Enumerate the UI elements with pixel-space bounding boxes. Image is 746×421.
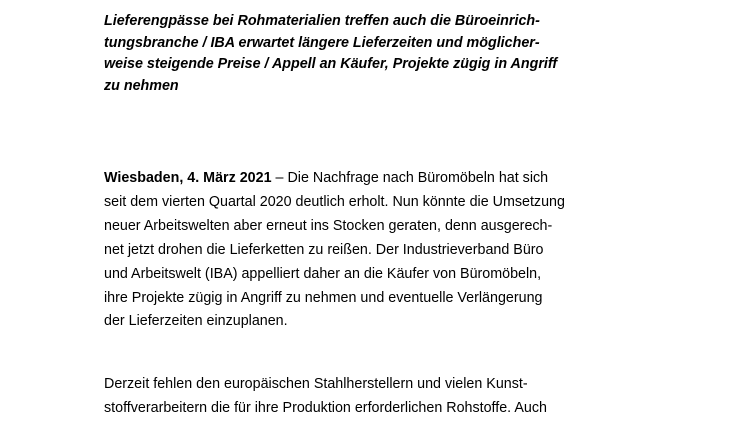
paragraph-line: und Arbeitswelt (IBA) appelliert daher an die Käufer von Büromöbeln, (104, 265, 542, 282)
paragraph-line (104, 167, 624, 191)
dateline: Wiesbaden, 4. März 2021 (104, 170, 272, 186)
body-paragraph-2 (104, 373, 624, 421)
paragraph-line: Derzeit fehlen den europäischen Stahlherstellern und vielen Kunst- (104, 376, 528, 392)
paragraph-line: neuer Arbeitswelten aber erneut ins Stocken geraten, denn ausgerech- (104, 217, 553, 234)
headline-line: Lieferengpässe bei Rohmaterialien treffen auch die Büroeinrich- (104, 13, 540, 29)
paragraph-text: – Die Nachfrage nach Büromöbeln hat sich (271, 170, 549, 186)
headline-line: weise steigende Preise / Appell an Käufer, Projekte zügig in Angriff (104, 56, 558, 73)
headline-line: tungsbranche / IBA erwartet längere Lieferzeiten und möglicher- (104, 34, 540, 51)
paragraph-line: der Lieferzeiten einzuplanen. (104, 313, 288, 330)
paragraph-line: seit dem vierten Quartal 2020 deutlich erholt. Nun könnte die Umsetzung (104, 193, 565, 210)
headline-line: zu nehmen (104, 78, 179, 95)
press-release-headline (104, 11, 624, 98)
paragraph-line: stoffverarbeitern die für ihre Produktion erforderlichen Rohstoffe. Auch (104, 399, 547, 416)
body-paragraph-1 (104, 167, 624, 334)
paragraph-line: net jetzt drohen die Lieferketten zu reißen. Der Industrieverband Büro (104, 241, 544, 258)
paragraph-line: ihre Projekte zügig in Angriff zu nehmen und eventuelle Verlängerung (104, 289, 543, 306)
